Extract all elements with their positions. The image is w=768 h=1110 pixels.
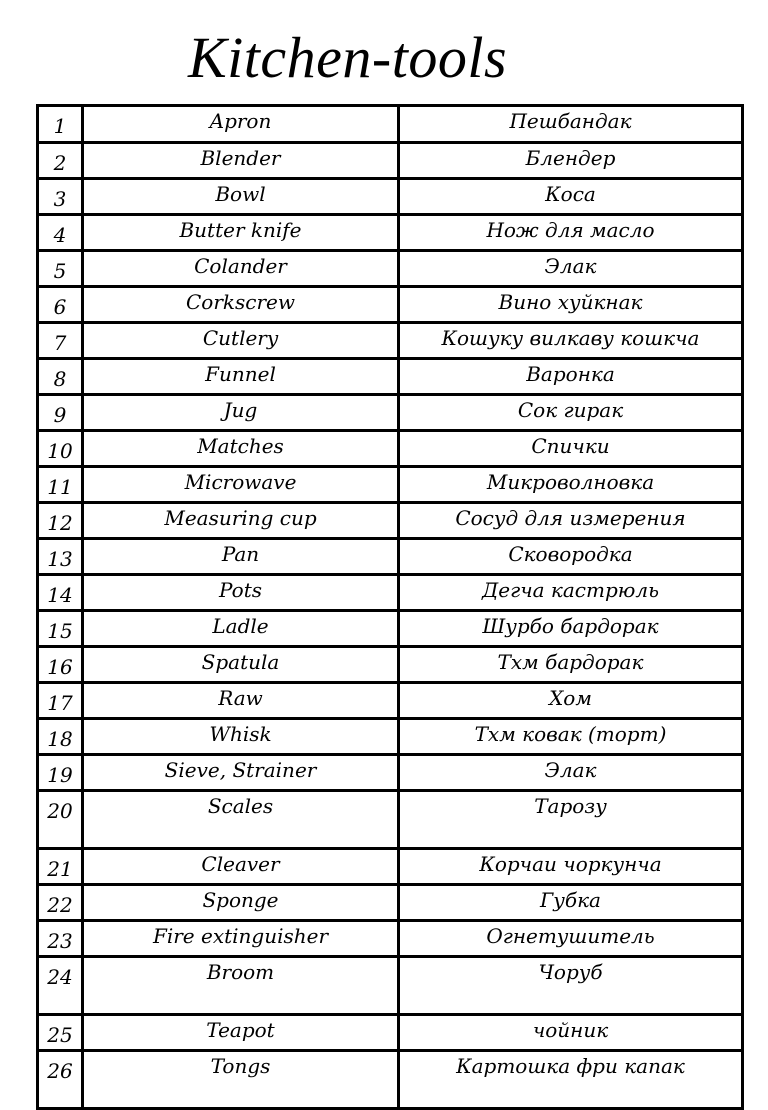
english-term: Colander	[83, 251, 399, 287]
translation-term: Сок гирак	[399, 395, 743, 431]
row-number: 9	[38, 395, 83, 431]
translation-term: Элак	[399, 251, 743, 287]
table-row	[38, 467, 743, 503]
english-term: Funnel	[83, 359, 399, 395]
translation-term: Губка	[399, 885, 743, 921]
table-row	[38, 215, 743, 251]
english-term: Corkscrew	[83, 287, 399, 323]
translation-term: Коса	[399, 179, 743, 215]
translation-term: Микроволновка	[399, 467, 743, 503]
row-number: 4	[38, 215, 83, 251]
vocabulary-table	[36, 104, 744, 1110]
table-row	[38, 179, 743, 215]
row-number: 19	[38, 755, 83, 791]
english-term: Jug	[83, 395, 399, 431]
english-term: Butter knife	[83, 215, 399, 251]
english-term: Measuring cup	[83, 503, 399, 539]
english-term: Tongs	[83, 1051, 399, 1109]
table-row	[38, 885, 743, 921]
vocabulary-table-body	[38, 106, 743, 1109]
translation-term: Нож для масло	[399, 215, 743, 251]
row-number: 3	[38, 179, 83, 215]
translation-term: Кошуку вилкаву кошкча	[399, 323, 743, 359]
translation-term: Хом	[399, 683, 743, 719]
table-row	[38, 1015, 743, 1051]
row-number: 17	[38, 683, 83, 719]
translation-term: Тарозу	[399, 791, 743, 849]
table-row	[38, 647, 743, 683]
translation-term: Шурбо бардорак	[399, 611, 743, 647]
english-term: Matches	[83, 431, 399, 467]
row-number: 13	[38, 539, 83, 575]
translation-term: Сковородка	[399, 539, 743, 575]
table-row	[38, 611, 743, 647]
english-term: Ladle	[83, 611, 399, 647]
table-row	[38, 251, 743, 287]
row-number: 23	[38, 921, 83, 957]
english-term: Sponge	[83, 885, 399, 921]
table-row	[38, 957, 743, 1015]
table-row	[38, 431, 743, 467]
english-term: Scales	[83, 791, 399, 849]
translation-term: Картошка фри капак	[399, 1051, 743, 1109]
page-title: Kitchen-tools	[188, 25, 508, 90]
table-row	[38, 755, 743, 791]
english-term: Teapot	[83, 1015, 399, 1051]
row-number: 21	[38, 849, 83, 885]
row-number: 5	[38, 251, 83, 287]
translation-term: Пешбандак	[399, 106, 743, 143]
english-term: Bowl	[83, 179, 399, 215]
english-term: Sieve, Strainer	[83, 755, 399, 791]
english-term: Cleaver	[83, 849, 399, 885]
row-number: 16	[38, 647, 83, 683]
table-row	[38, 323, 743, 359]
table-row	[38, 849, 743, 885]
english-term: Whisk	[83, 719, 399, 755]
english-term: Raw	[83, 683, 399, 719]
english-term: Microwave	[83, 467, 399, 503]
table-row	[38, 287, 743, 323]
table-row	[38, 719, 743, 755]
english-term: Apron	[83, 106, 399, 143]
row-number: 20	[38, 791, 83, 849]
row-number: 14	[38, 575, 83, 611]
translation-term: Блендер	[399, 143, 743, 179]
row-number: 2	[38, 143, 83, 179]
translation-term: Элак	[399, 755, 743, 791]
translation-term: Корчаи чоркунча	[399, 849, 743, 885]
english-term: Pan	[83, 539, 399, 575]
translation-term: Тхм ковак (торт)	[399, 719, 743, 755]
table-row	[38, 395, 743, 431]
row-number: 6	[38, 287, 83, 323]
table-row	[38, 1051, 743, 1109]
table-row	[38, 539, 743, 575]
row-number: 10	[38, 431, 83, 467]
english-term: Cutlery	[83, 323, 399, 359]
translation-term: Спички	[399, 431, 743, 467]
english-term: Blender	[83, 143, 399, 179]
translation-term: Дегча кастрюль	[399, 575, 743, 611]
translation-term: Вино хуйкнак	[399, 287, 743, 323]
table-row	[38, 683, 743, 719]
english-term: Spatula	[83, 647, 399, 683]
row-number: 24	[38, 957, 83, 1015]
row-number: 18	[38, 719, 83, 755]
translation-term: Тхм бардорак	[399, 647, 743, 683]
row-number: 15	[38, 611, 83, 647]
table-row	[38, 503, 743, 539]
translation-term: Чоруб	[399, 957, 743, 1015]
row-number: 25	[38, 1015, 83, 1051]
translation-term: Варонка	[399, 359, 743, 395]
table-row	[38, 575, 743, 611]
table-row	[38, 106, 743, 143]
row-number: 1	[38, 106, 83, 143]
translation-term: Сосуд для измерения	[399, 503, 743, 539]
translation-term: Огнетушитель	[399, 921, 743, 957]
row-number: 26	[38, 1051, 83, 1109]
translation-term: чойник	[399, 1015, 743, 1051]
table-row	[38, 921, 743, 957]
row-number: 7	[38, 323, 83, 359]
english-term: Pots	[83, 575, 399, 611]
table-row	[38, 143, 743, 179]
table-row	[38, 359, 743, 395]
row-number: 11	[38, 467, 83, 503]
english-term: Fire extinguisher	[83, 921, 399, 957]
english-term: Broom	[83, 957, 399, 1015]
row-number: 12	[38, 503, 83, 539]
row-number: 22	[38, 885, 83, 921]
table-row	[38, 791, 743, 849]
row-number: 8	[38, 359, 83, 395]
